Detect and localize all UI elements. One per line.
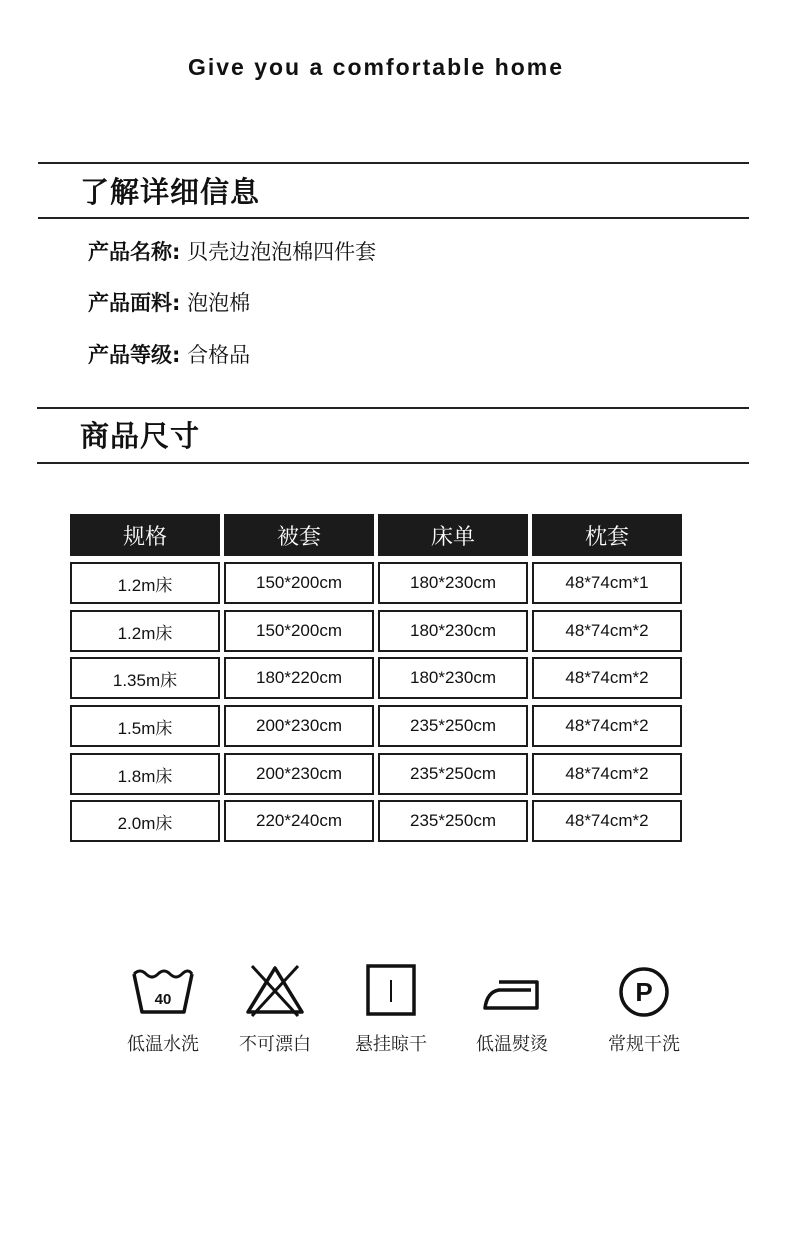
table-cell: 200*230cm <box>224 753 374 795</box>
details-title: 了解详细信息 <box>80 175 261 209</box>
dry-clean-icon <box>609 962 679 1018</box>
size-title: 商品尺寸 <box>80 419 201 453</box>
table-cell: 150*200cm <box>224 610 374 652</box>
iron-low-icon <box>477 962 547 1018</box>
divider <box>38 162 749 164</box>
care-item-iron <box>452 962 572 1056</box>
care-label: 常规干洗 <box>608 1034 680 1055</box>
care-item-bleach <box>215 962 335 1056</box>
care-label: 低温熨烫 <box>476 1034 548 1055</box>
table-cell: 1.35m床 <box>70 657 220 699</box>
table-cell: 220*240cm <box>224 800 374 842</box>
care-label: 低温水洗 <box>127 1034 199 1055</box>
table-cell: 180*230cm <box>378 562 528 604</box>
table-cell: 48*74cm*2 <box>532 705 682 747</box>
table-cell: 1.8m床 <box>70 753 220 795</box>
info-label: 产品等级: <box>88 343 181 367</box>
info-row-fabric <box>88 287 250 317</box>
table-cell: 180*220cm <box>224 657 374 699</box>
divider <box>38 217 749 219</box>
care-label: 悬挂晾干 <box>355 1034 427 1055</box>
table-cell: 48*74cm*2 <box>532 657 682 699</box>
table-header-cell: 规格 <box>70 514 220 556</box>
table-cell: 48*74cm*2 <box>532 610 682 652</box>
info-row-grade <box>88 339 250 369</box>
table-cell: 1.5m床 <box>70 705 220 747</box>
info-label: 产品面料: <box>88 291 181 315</box>
table-header-cell: 被套 <box>224 514 374 556</box>
care-item-dry <box>331 962 451 1056</box>
table-cell: 1.2m床 <box>70 562 220 604</box>
wash-40-icon <box>128 962 198 1018</box>
table-cell: 150*200cm <box>224 562 374 604</box>
line-dry-icon <box>356 962 426 1018</box>
divider <box>37 407 749 409</box>
table-cell: 235*250cm <box>378 800 528 842</box>
divider <box>37 462 749 464</box>
tagline: Give you a comfortable home <box>187 54 565 80</box>
info-row-name <box>88 236 376 266</box>
info-label: 产品名称: <box>88 240 181 264</box>
info-value: 泡泡棉 <box>187 291 251 315</box>
table-cell: 180*230cm <box>378 610 528 652</box>
table-cell: 2.0m床 <box>70 800 220 842</box>
wash-temp: 40 <box>154 991 172 1008</box>
table-cell: 48*74cm*1 <box>532 562 682 604</box>
no-bleach-icon <box>240 962 310 1018</box>
table-header-cell: 枕套 <box>532 514 682 556</box>
table-cell: 235*250cm <box>378 753 528 795</box>
care-item-dryclean <box>584 962 704 1056</box>
care-label: 不可漂白 <box>239 1034 311 1055</box>
table-cell: 200*230cm <box>224 705 374 747</box>
table-header-cell: 床单 <box>378 514 528 556</box>
table-cell: 180*230cm <box>378 657 528 699</box>
info-value: 合格品 <box>187 343 251 367</box>
care-item-wash <box>103 962 223 1056</box>
table-cell: 235*250cm <box>378 705 528 747</box>
info-value: 贝壳边泡泡棉四件套 <box>187 240 377 264</box>
table-cell: 48*74cm*2 <box>532 800 682 842</box>
dry-clean-letter: P <box>635 977 653 1007</box>
table-cell: 48*74cm*2 <box>532 753 682 795</box>
table-cell: 1.2m床 <box>70 610 220 652</box>
